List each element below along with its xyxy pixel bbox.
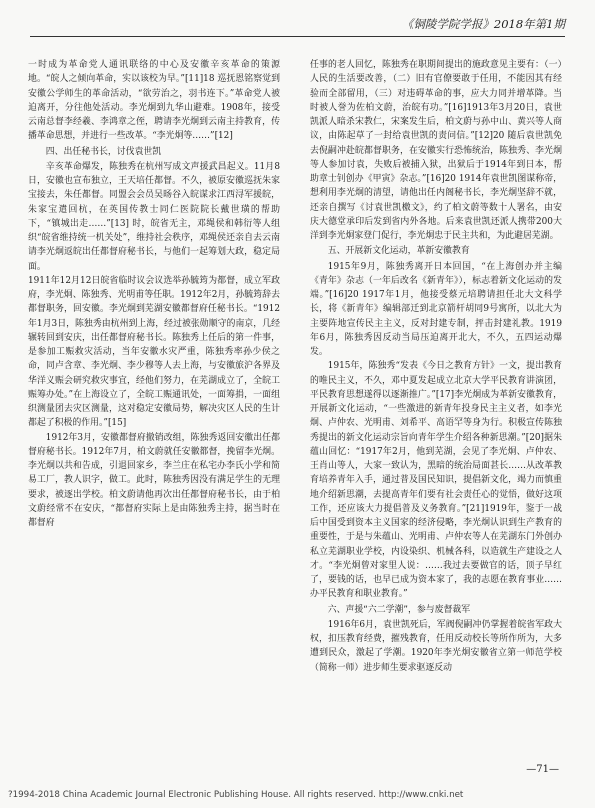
body-paragraph: 一时成为革命党人通讯联络的中心及安徽辛亥革命的策源地。“皖人之倾向革命，实以该校为早。”[11]18 巡抚恩铭察觉到安徽公学师生的革命活动，“欲劳治之，羽书连下。”革命党人被迫离开，分往他处活动。李光炯到九华山避难。1908年，接受云南总督李经羲、李鸿章之侄，聘请李光炯到云南主持教育，传播革命思想，并进行一些改革。“李光炯等……”[12] [28, 60, 280, 142]
body-paragraph: 1912年3月，安徽都督府撤销改组，陈独秀返回安徽出任都督府秘书长。1912年7月，柏文蔚就任安徽都督，挽留李光炯。李光炯以共和告成，引退回家乡，李兰庄在私宅办李氏小学和简易工厂，教人识字，做工。此时，陈独秀因没有满足学生的无理要求，被逐出学校。柏文蔚请他再次出任都督府秘书长，由于柏文蔚经常不在安庆，“都督府实际上是由陈独秀主持，据当时在都督府 [28, 432, 280, 528]
body-paragraph: 1915年9月，陈独秀离开日本回国，“在上海创办并主编《青年》杂志（一年后改名《新青年》），标志着新文化运动的发端。”[16]20 1917年1月，他接受蔡元培聘请担任北大文科学长，将《新青年》编辑部迁到北京箭杆胡同9号寓所，以北大为主要阵地宣传民主主义，反对封建专制，抨击封建礼教。1919年6月，陈独秀因反动当局压迫离开北大，不久，五四运动爆发。 [310, 261, 562, 357]
right-column [310, 58, 562, 768]
journal-header [30, 14, 565, 37]
page-number: —71— [526, 764, 559, 775]
body-paragraph: 辛亥革命爆发，陈独秀在杭州写成文声援武昌起义。11月8日，安徽也宣布独立，王天培任都督。不久，被原安徽巡抚朱家宝接去，朱任都督。同盟会会员吴旸谷入皖谋求江西浔军援皖，朱家宝遣回杭，在英国传教士同仁医院院长戴世璜的帮助下，“镇城出走……”[13] 时，皖省无主，邓绳侯和韩衍等人组织“皖省维持统一机关处”，维持社会秩序，邓绳侯还亲自去云南请李光炯返皖出任都督府秘书长，与他们一起筹划大政，稳定局面。 [28, 161, 280, 272]
section-heading-4: 四、出任秘书长，讨伐袁世凯 [45, 146, 162, 157]
copyright-footer: ?1994-2018 China Academic Journal Electronic Publishing House. All rights reserved. http://www.cnki.net [8, 790, 464, 800]
body-paragraph: 1911年12月12日皖省临时议会议选举孙毓筠为都督，成立军政府，李光炯、陈独秀、光明甫等任职。1912年2月，孙毓筠辞去都督职务，回安徽。李光炯到芜湖安徽都督府任秘书长。“1912年1月3日，陈独秀由杭州到上海，经过被张勋顺守的南京，几经辗转回到安庆，出任都督府秘书长。陈独秀上任后的第一件事，是参加工赈救灾活动，当年安徽水灾严重，陈独秀率孙少侯之命，同卢含章、李光炯、李少穆等人去上海，与安徽旅沪各界及华洋义赈会研究救灾事宜，经他们努力，在芜湖成立了，全皖工赈筹办处。”在上海设立了，全皖工赈通讯处，一面筹捐，一面组织测量团去灾区测量，这对稳定安徽局势，解决灾区人民的生计都起了积极的作用。”[15] [28, 275, 280, 429]
body-paragraph: 任事的老人回忆，陈独秀在职期间提出的施政意见主要有：（一）人民的生活要改善，（二）旧有官僚要敢于任用，不能因其有经验而全部留用，（三）对违碍革命的事，应大力同并增革降。当时被人誉为佐柏文蔚，治皖有功。”[16]1913年3月20日，袁世凯派人暗杀宋教仁，宋案发生后，柏文蔚与孙中山、黄兴等人商议，由陈起草了一封给袁世凯的责问信。”[12]20 随后袁世凯免去倪嗣冲赴皖都督职务，在安徽实行恐怖统治，陈独秀、李光炯等人参加讨袁，失败后被捕入狱，出狱后于1914年到日本，帮助章士钊创办《甲寅》杂志。”[16]20 1914年袁世凯图谋称帝，想利用李光炯的清望，请他出任内阁秘书长，李光炯坚辞不就，还亲自撰写《讨袁世凯檄文》，约了柏文蔚等数十人署名，由安庆大德堂承印后发到省内外各地。后来袁世凯还派人携带200大洋到李光炯家登门促行，李光炯忠于民主共和，为此避居芜湖。 [310, 60, 562, 241]
left-column [28, 58, 280, 768]
body-paragraph: 1915年，陈独秀“发表《今日之教育方针》一文，提出教育的唯民主义，不久，邓中夏发起成立北京大学平民教育讲演团，平民教育思想遂得以逐渐推广。”[17]李光炯成为革新安徽教育，开展新文化运动，“一些激进的新青年投身民主主义者，如李光炯、卢仲农、光明甫、刘希平、高语罕等身为行。积极宣传陈独秀提出的新文化运动宗旨向青年学生介绍各种新思潮。”[20]据朱蕴山回忆：“1917年2月，他到芜湖，会见了李光炯、卢仲农、王肖山等人，大家一致认为，黑暗的统治局面甚长……从改革教育培养青年入手，通过普及国民知识，提倡新文化，竭力而慎重地介绍新思潮，去提高青年们要有社会责任心的觉悟，做好这项工作，还应该大力提倡普及义务教育。”[21]1919年，鉴于一战后中国受到资本主义国家的经济侵略，李光炯认识到生产教育的重要性，于是与朱蕴山、光明甫、卢仲农等人在芜湖东门外创办私立芜湖职业学校，内设染织、机械各科，以造就生产建设之人才。“李光炯曾对家里人说：……我过去要做官的话，顶子早红了，要钱的话，也早已成为资本家了，我的志愿在教育事业……办平民教育和职业教育。” [310, 361, 562, 600]
body-paragraph: 1916年6月，袁世凯死后，军阀倪嗣冲仍掌握着皖省军政大权，扣压教育经费，摧残教育，任用反动校长等所作所为，大多遭到民众，激起了学潮。1920年李光炯安徽省立第一师范学校（简称一师）进步师生要求驱逐反动 [310, 619, 562, 673]
section-heading-5: 五、开展新文化运动，革新安徽教育 [327, 246, 470, 257]
section-heading-6: 六、声援“六二学潮”，参与废督裁军 [327, 604, 471, 615]
journal-title: 《铜陵学院学报》2018年第1期 [401, 17, 565, 31]
